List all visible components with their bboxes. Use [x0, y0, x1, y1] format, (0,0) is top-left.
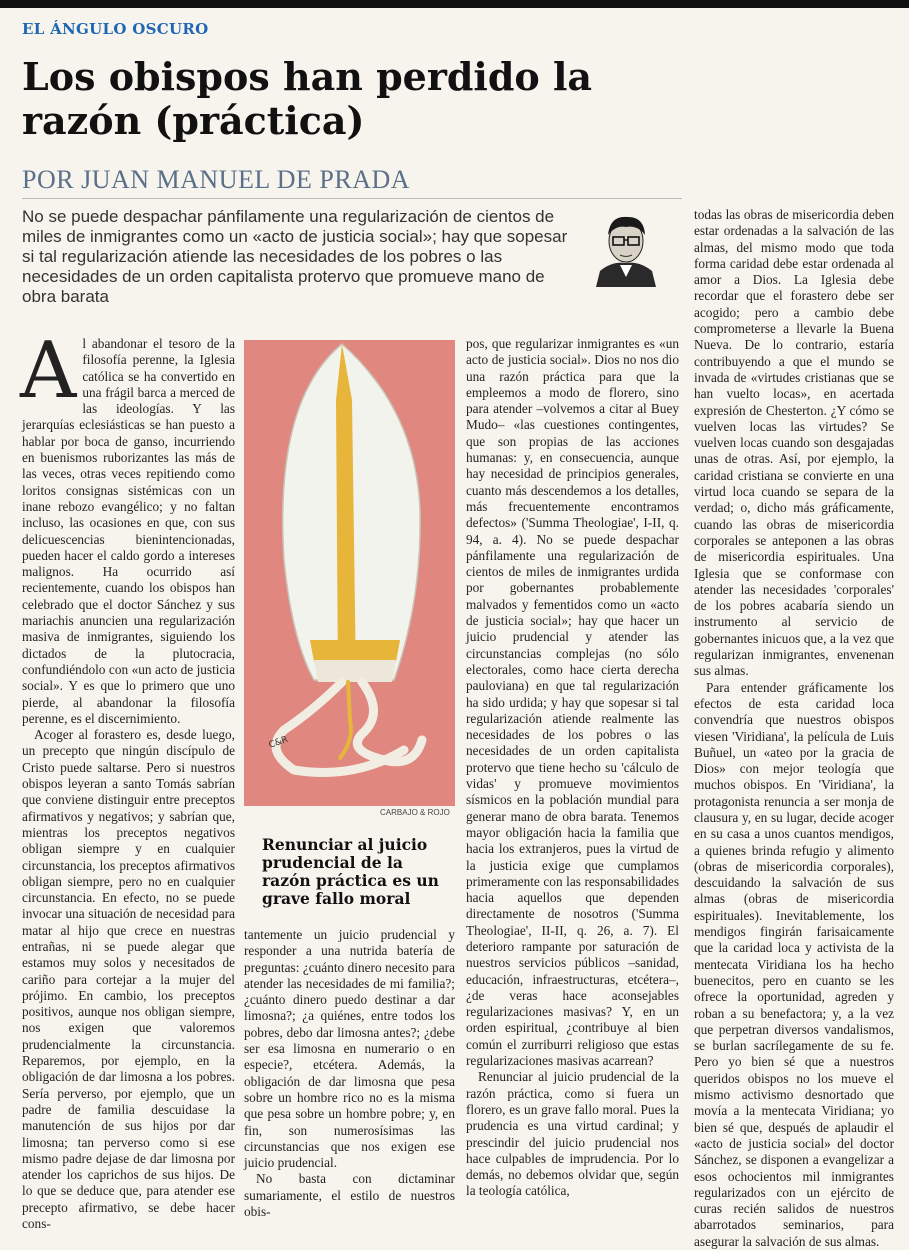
headline: Los obispos han perdido la razón (práctica)	[22, 54, 593, 143]
paragraph: Acoger al forastero es, desde luego, un precepto que ningún discípulo de Cristo puede saltarse. Pero si nuestros obispos leyeran a santo Tomás sabrían que conviene distinguir entre preceptos afirmativos y negativos; y sabrían que, mientras los preceptos negativos obligan siempre y en cualquier circunstancia, los preceptos afirmativos obligan siempre, pero no en cualquier circunstancia. En efecto, no se puede invocar una situación de necesidad para matar al hijo que crece en nuestras entrañas, ni se puede alegar que estamos muy solos y necesitados de cariño para cortejar a la mujer del prójimo. En cambio, los preceptos positivos, aunque nos obligan siempre, nos exigen que valoremos prudencialmente la circunstancia. Reparemos, por ejemplo, en la obligación de dar limosna a los pobres. Sería perverso, por ejemplo, que un padre de familia descuidase la manutención de sus hijos por dar limosna; tan perverso como si ese mismo padre dejase de dar limosna por atender los caprichos de sus hijos. De lo que se deduce que, para atender ese precepto afirmativo, se debe hacer cons-	[22, 727, 235, 1232]
paragraph: Renunciar al juicio prudencial de la razón práctica, como si fuera un florero, es un grave fallo moral. Pues la prudencia es una virtud cardinal; y prescindir del juicio prudencial nos hace culpables de imprudencia. Por lo demás, no debemos olvidar que, según la teología católica,	[466, 1069, 679, 1199]
section-label: EL ÁNGULO OSCURO	[22, 20, 209, 38]
paragraph: todas las obras de misericordia deben estar ordenadas a la salvación de las almas, del mismo modo que toda forma caridad debe estar ordenada al amor a Dios. La Iglesia debe recordar que el forastero debe ser acogido; pero a cambio debe comprometerse a llevarle la Buena Nueva. De lo contrario, estaría contribuyendo a que el mundo se invada de «virtudes cristianas que se han vuelto locas», en acertada expresión de Chesterton. ¿Y cómo se vuelven locas las virtudes? Se vuelven locas cuando son desgajadas unas de otras. Así, por ejemplo, la caridad cristiana se convierte en una virtud loca cuando se separa de la verdad; o, dicho más gráficamente, cuando las obras de misericordia corporales se anteponen a las obras de misericordia espirituales. Una Iglesia que se conformase con atender las necesidades 'corporales' de los pobres acabaría siendo un instrumento al servicio de gobernantes inicuos que, a la vez que regularizan inmigrantes, envenenan sus almas.	[694, 207, 894, 679]
top-border	[0, 0, 909, 8]
paragraph: tantemente un juicio prudencial y responder a una nutrida batería de preguntas: ¿cuánto dinero necesito para atender las necesidades de mi familia?; ¿cuánto dinero puedo destinar a dar limosna?; ¿a quiénes, entre todos los pobres, debo dar limosna antes?; ¿debe ser esa limosna en numerario o en especie?, etcétera. Además, la obligación de dar limosna que pesa sobre un hombre rico no es la misma que pesa sobre un hombre pobre; y, en fin, son numerosísimas las circunstancias que nos exigen ese juicio prudencial.	[244, 927, 455, 1171]
body-column-2	[244, 927, 455, 1220]
illustration-signature: C&R	[267, 734, 290, 751]
pull-quote: Renunciar al juicio prudencial de la razón práctica es un grave fallo moral	[262, 835, 439, 908]
body-column-1	[20, 326, 235, 1232]
paragraph: pos, que regularizar inmigrantes es «un acto de justicia social». Dios no nos dio una razón práctica para que la empleemos a modo de florero, sino para atender –volvemos a citar al Buey Mudo– «las cuestiones contingentes, que son propias de las acciones humanas: y, en consecuencia, aunque hay necesidad de principios generales, cuanto más descendemos a los detalles, más frecuentemente encontramos defectos» ('Summa Theologiae', I-II, q. 94, a. 4). No se puede despachar pánfilamente una regularización de cientos de miles de inmigrantes urdida por gobernantes probablemente malvados y fementidos como un «acto de justicia social»; hay que hacer un juicio prudencial y atender las circunstancias complejas (no sólo electorales, como hace cierta derecha pauloviana) en que tal regularización ha sido urdida; y hay que sopesar si tal regularización atiende realmente las necesidades de los pobres o las necesidades de un orden capitalista protervo que tiene hecho su 'cálculo de vidas' y promueve movimientos sísmicos en la población mundial para generar mano de obra barata. Tenemos mayor obligación hacia la familia que hacia los extranjeros, pues la virtud de la justicia exige que cumplamos primeramente con las responsabilidades hacia aquellos que dependen directamente de nosotros ('Summa Theologiae', II-II, q. 26, a. 7). El deterioro rampante por saturación de nuestros servicios públicos –sanidad, educación, infraestructuras, etcétera–, ¿de veras hace aconsejables regularizaciones masivas? Y, en un orden espiritual, ¿contribuye al bien común el zurriburri religioso que estas regularizaciones masivas acarrean?	[466, 336, 679, 1069]
illustration-credit: CARBAJO & ROJO	[380, 808, 450, 817]
byline: POR JUAN MANUEL DE PRADA	[22, 165, 411, 194]
drop-cap: A	[20, 326, 77, 416]
body-column-4	[694, 207, 894, 1249]
paragraph: Para entender gráficamente los efectos de esta caridad loca convendría que nuestros obispos viesen 'Viridiana', la película de Luis Buñuel, un «ateo por la gracia de Dios» con mejor teología que muchos obispos. En 'Viridiana', la protagonista renuncia a ser monja de clausura y, en su lugar, decide acoger en su casa a unos cuantos mendigos, a quienes brinda refugio y alimento (obras de misericordia corporales), descuidando la salvación de sus almas (obras de misericordia espirituales). Inevitablemente, los mendigos fingirán farisaicamente que la caridad loca y activista de la mentecata Viridiana los ha hecho buenecitos, pero en cuanto se les ofrece la oportunidad, agreden y roban a su benefactora; y, a la vez que perpetran diversos vandalismos, se burlan sacrílegamente de su fe. Pero yo bien sé que a nuestros queridos obispos no los mueve el mismo activismo desnortado que movía a la mentecata Viridiana; yo bien sé que, después de aplaudir el «acto de justicia social» del doctor Sánchez, se disponen a evangelizar a esos ochocientos mil inmigrantes regularizados con un ejército de curas recién salidos de nuestros abarrotados seminarios, para asegurar la salvación de sus almas.	[694, 679, 894, 1249]
mitre-illustration	[244, 340, 455, 806]
author-portrait	[590, 205, 662, 287]
standfirst: No se puede despachar pánfilamente una regularización de cientos de miles de inmigrantes como un «acto de justicia social»; hay que sopesar si tal regularización atiende las necesidades de los pobres o las necesidades de un orden capitalista protervo que promueve mano de obra barata	[22, 207, 568, 306]
paragraph: l abandonar el tesoro de la filosofía perenne, la Iglesia católica se ha convertido en una frágil barca a merced de las ideologías. Y las jerarquías eclesiásticas se han puesto a hablar por boca de ganso, incurriendo en buenismos ruborizantes las más de las veces, otras veces repitiendo como loritos consignas sistémicas con un inane rebozo evangélico; y no faltan incluso, las ocasiones en que, con sus delicuescencias bienintencionadas, pueden hacer el caldo gordo a intereses malignos. Ha ocurrido así recientemente, cuando los obispos han celebrado que el doctor Sánchez y sus mariachis anuncien una regularización masiva de inmigrantes, siguiendo los dictados de la plutocracia, confundiéndolo con «un acto de justicia social». Y es que lo primero que uno pierde, al abandonar la filosofía perenne, es el discernimiento.	[22, 336, 235, 726]
paragraph: No basta con dictaminar sumariamente, el estilo de nuestros obis-	[244, 1171, 455, 1220]
divider	[22, 198, 682, 199]
body-column-3	[466, 336, 679, 1198]
